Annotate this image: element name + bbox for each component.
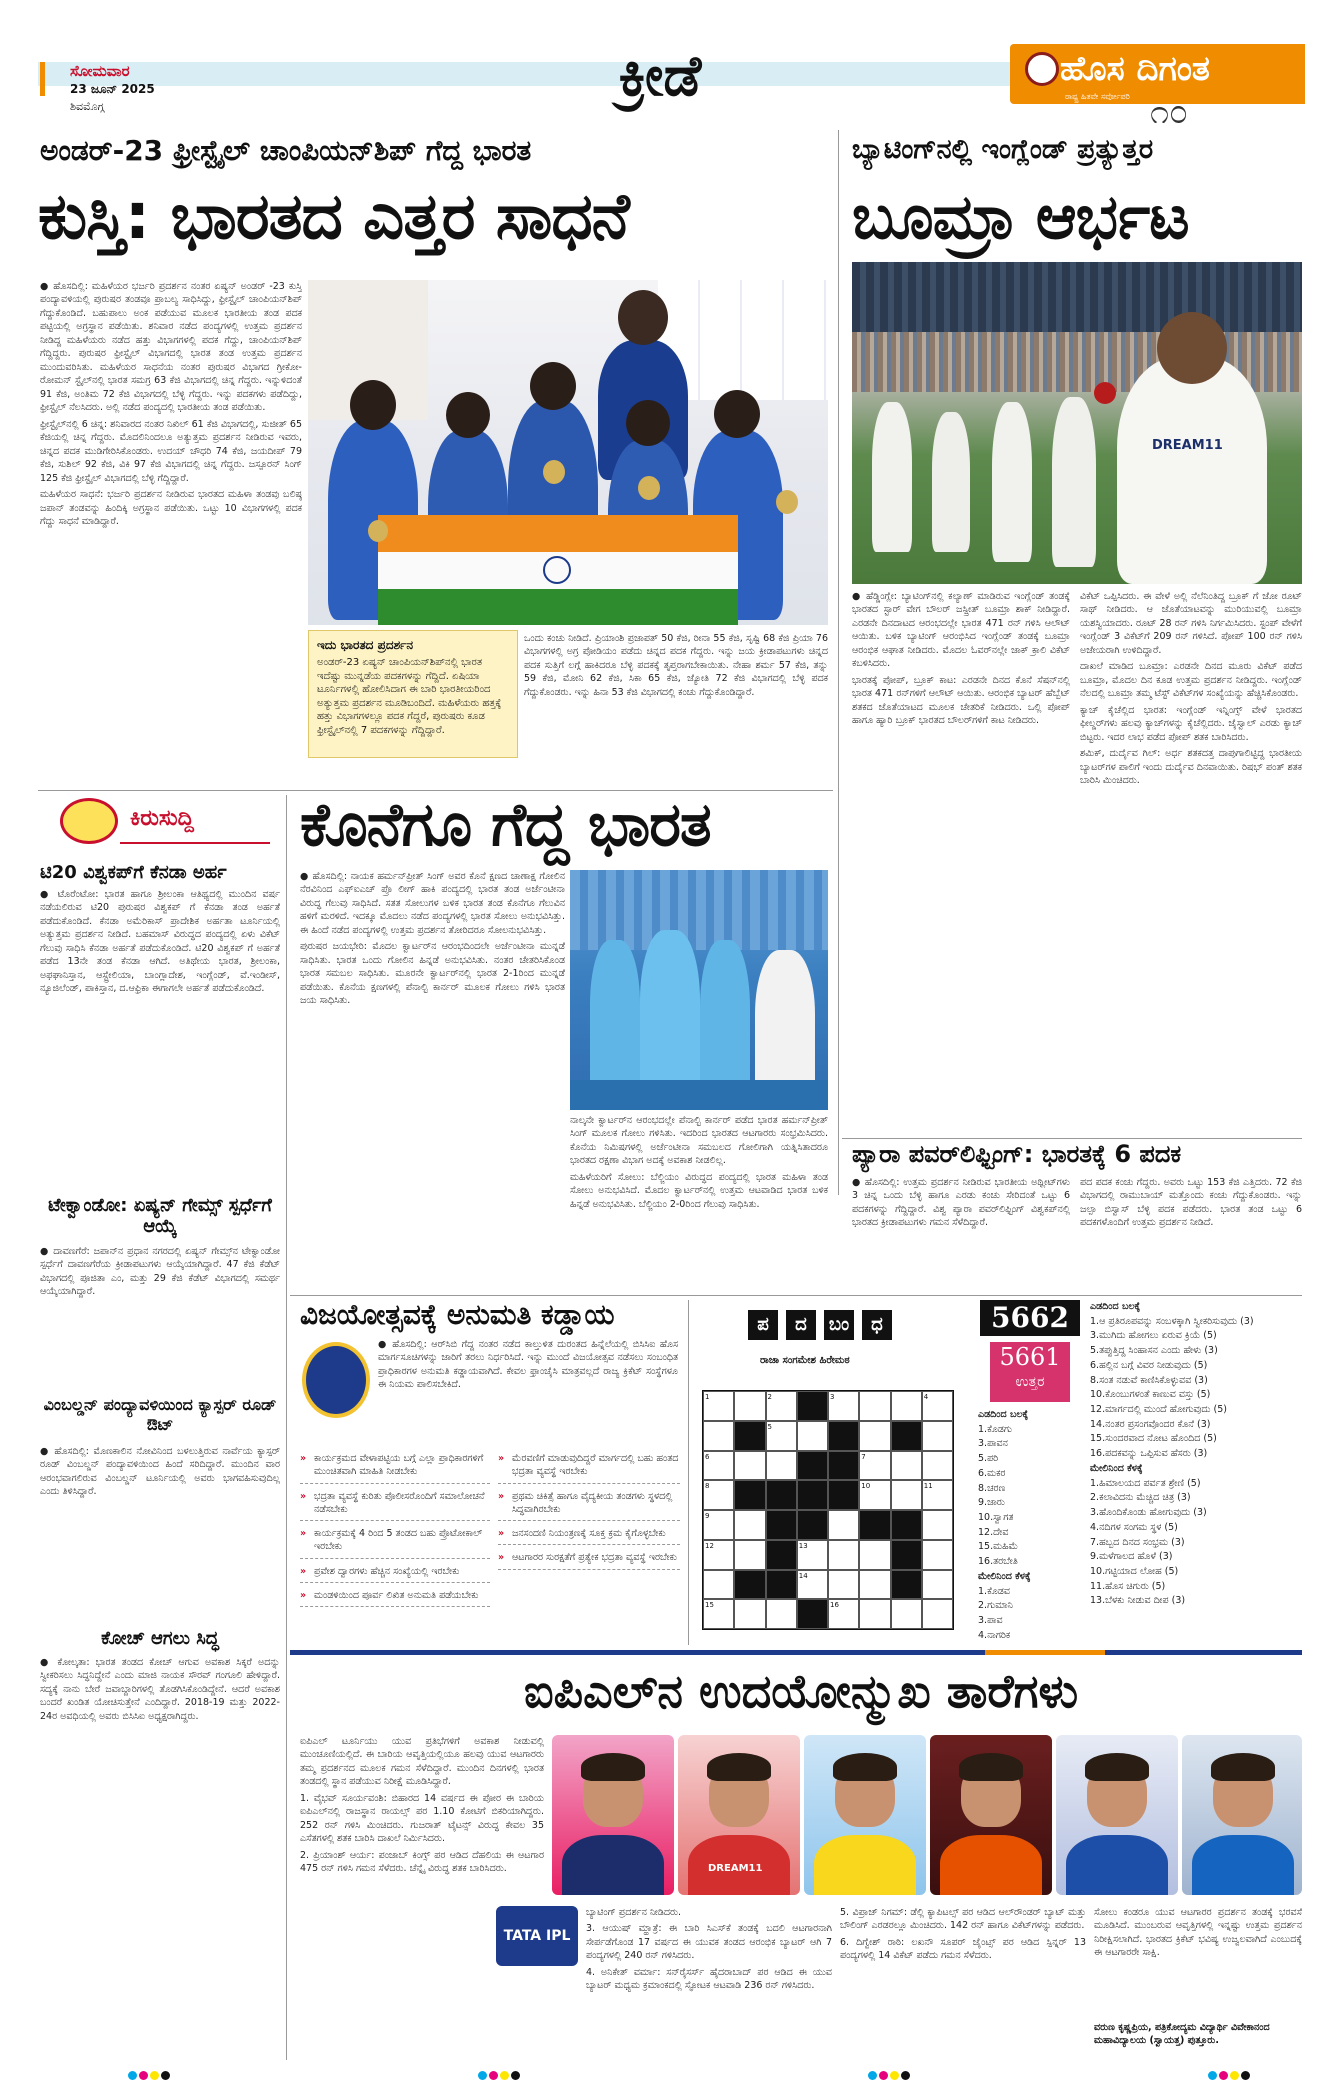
answer-item: 16.ತರಬೇತಿ	[978, 1556, 1018, 1568]
crossword-clues: ಎಡದಿಂದ ಬಲಕ್ಕೆ 1.ಆ ಪ್ರತಿರೂಪವನ್ನು ಸಂಬಳಕ್ಕಾಗಿ ಸ್ವೀಕರಿಸುವುದು (3) 3.ಮುಗಿದು ಹೋಗಲು ಏರುವ ಕ್ರಿಯೆ (5) 5.ತಪ್ಪುತ್ತಿದ್ದ ಸಿಂಹಾಸನ ಎಂದು ಹೇಳು (3) 6.ಹಲ್ಲಿನ ಬಗ್ಗೆ ವಿವರ ನೀಡುವುದು (5) 8.ಸಂತ ನಡುವೆ ಕಾಣಿಸಿಕೊಳ್ಳುವವ (3) 10.ಕೊಂಬುಗಳಂತೆ ಕಾಣುವ ವಸ್ತು (5) 12.ಮಾರ್ಗದಲ್ಲಿ ಮುಂದೆ ಹೋಗುವುದು (5) 14.ನಂತರ ಪ್ರಸಂಗವೊಂದರ ಕೊನೆ (3) 15.ಸುಂದರವಾದ ನೋಟ ಹೊಂದಿದ (5) 16.ಪದಕವನ್ನು ಒಪ್ಪಿಸುವ ಹೆಸರು (3) ಮೇಲಿನಿಂದ ಕೆಳಕ್ಕೆ 1.ಹಿಮಾಲಯದ ಪರ್ವತ ಶ್ರೇಣಿ (5) 2.ಕಲಾವಿದನು ಮೆಚ್ಚಿದ ಚಿತ್ರ (3) 3.ಹೊಂದಿಕೊಂಡು ಹೋಗುವುದು (3) 4.ನದಿಗಳ ಸಂಗಮ ಸ್ಥಳ (5) 7.ಹಬ್ಬದ ದಿನದ ಸಂಭ್ರಮ (3) 9.ಮಳೆಗಾಲದ ಹೊಳೆ (3) 10.ಗಟ್ಟಿಯಾದ ಲೋಹ (5) 11.ಹೊಸ ಚಿಗುರು (5) 13.ಬೆಳಕು ನೀಡುವ ದೀಪ (3)	[1090, 1300, 1305, 1646]
guideline-item: » ಪ್ರವೇಶ ದ್ವಾರಗಳು ಹೆಚ್ಚಿನ ಸಂಖ್ಯೆಯಲ್ಲಿ ಇರಬೇಕು	[300, 1565, 490, 1583]
crossword-cell[interactable]	[734, 1510, 765, 1540]
crossword-cell[interactable]: 9	[703, 1510, 734, 1540]
crossword-cell[interactable]	[891, 1451, 922, 1481]
para-body-col1: ● ಹೊಸದಿಲ್ಲಿ: ಉತ್ತಮ ಪ್ರದರ್ಶನ ನೀಡಿರುವ ಭಾರತೀಯ ಅಥ್ಲೀಟ್‌ಗಳು 3 ಚಿನ್ನ ಒಂದು ಬೆಳ್ಳಿ ಹಾಗೂ ಎರಡು ಕಂಚು ಸೇರಿದಂತೆ ಒಟ್ಟು 6 ಪದಕಗಳನ್ನು ಗೆದ್ದಿದ್ದಾರೆ. ವಿಶ್ವ ಪ್ಯಾರಾ ಪವರ್‌ಲಿಫ್ಟಿಂಗ್ ವಿಶ್ವಕಪ್‌ನಲ್ಲಿ ಭಾರತದ ಕ್ರೀಡಾಪಟುಗಳು ಗಮನ ಸೆಳೆದಿದ್ದಾರೆ.	[852, 1177, 1070, 1229]
cricket-ball-icon	[1094, 382, 1116, 404]
crossword-cell[interactable]	[828, 1510, 859, 1540]
crossword-cell[interactable]	[734, 1451, 765, 1481]
ipl-credit: ವರುಣ ಕೃಷ್ಣಪ್ರಿಯ, ಪತ್ರಿಕೋದ್ಯಮ ವಿದ್ಯಾರ್ಥಿ ವಿವೇಕಾನಂದ ಮಹಾವಿದ್ಯಾಲಯ (ಸ್ವಾಯತ್ತ) ಪುತ್ತೂರು.	[1094, 2022, 1270, 2046]
wrestling-body-col3: ಒಂದು ಕಂಚು ನೀಡಿದೆ. ಪ್ರಿಯಾಂಶಿ ಪ್ರಜಾಪತ್ 50 ಕೆಜಿ, ರೀನಾ 55 ಕೆಜಿ, ಸೃಷ್ಟಿ 68 ಕೆಜಿ ಪ್ರಿಯಾ 76 ವಿಭಾಗಗಳಲ್ಲಿ ಅಗ್ರ ಪೋಡಿಯಂ ಪಡೆದು ಚಿನ್ನದ ಪದಕ ಗೆದ್ದರು. ಇನ್ನು ಜಯ ಕ್ರೀಡಾಪಟುಗಳು ಚಿನ್ನದ ಪದಕ ಸುತ್ತಿಗೆ ಲಗ್ಗೆ ಹಾಕಿದರೂ ಬೆಳ್ಳಿ ಪದಕಕ್ಕೆ ತೃಪ್ತರಾಗಬೇಕಾಯಿತು. ನೇಹಾ ಶರ್ಮ 57 ಕೆಜಿ, ತನ್ನು 59 ಕೆಜಿ, ಮೋನಿ 62 ಕೆಜಿ, ಸಿಕಾ 65 ಕೆಜಿ, ಜ್ಯೋತಿ 72 ಕೆಜಿ ವಿಭಾಗದಲ್ಲಿ ಬೆಳ್ಳಿ ಪದಕ ಗೆದ್ದುಕೊಂಡರು. ಇನ್ನು ಹಿನಾ 53 ಕೆಜಿ ವಿಭಾಗದಲ್ಲಿ ಕಂಚು ಗೆದ್ದುಕೊಂಡಿದ್ದಾರೆ.	[524, 633, 828, 698]
guideline-item: » ಭದ್ರತಾ ವ್ಯವಸ್ಥೆ ಕುರಿತು ಪೊಲೀಸರೊಂದಿಗೆ ಸಮಾಲೋಚನೆ ನಡೆಸಬೇಕು	[300, 1490, 490, 1522]
crossword-cell[interactable]	[859, 1540, 890, 1570]
crossword-cell[interactable]	[859, 1599, 890, 1629]
crossword-cell[interactable]: 15	[703, 1599, 734, 1629]
answer-item: 1.ಕೊಡವ	[978, 1585, 1010, 1597]
crossword-grid[interactable]	[702, 1390, 954, 1630]
crossword-cell[interactable]	[922, 1451, 953, 1481]
para-body-col2: ಪದ ಪದಕ ಕಂಚು ಗೆದ್ದರು. ಅವರು ಒಟ್ಟು 153 ಕೆಜಿ ಎತ್ತಿದರು. 72 ಕೆಜಿ ವಿಭಾಗದಲ್ಲಿ ರಾಮುಬಾಯ್ ಮತ್ತೊಂದು ಕಂಚು ಗೆದ್ದುಕೊಂಡರು. ಇನ್ನು ಜಲ್ಪಾ ಬಿಸ್ವಾಸ್ ಬೆಳ್ಳಿ ಪದಕ ಪಡೆದರು. ಭಾರತ ತಂಡ ಒಟ್ಟು 6 ಪದಕಗಳೊಂದಿಗೆ ಉತ್ತಮ ಪ್ರದರ್ಶನ ನೀಡಿದೆ.	[1080, 1177, 1302, 1229]
answer-down	[978, 1585, 1078, 1644]
answer-number: 5661	[999, 1343, 1061, 1371]
brief-4-title: ಕೋಚ್ ಆಗಲು ಸಿದ್ಧ	[101, 1628, 219, 1649]
registration-marks	[128, 2065, 172, 2084]
ipl-body-col2: ಬ್ಯಾಟಿಂಗ್ ಪ್ರದರ್ಶನ ನೀಡಿದರು. 3. ಆಯುಷ್ ಮ್ಹಾತ್ರೆ: ಈ ಬಾರಿ ಸಿಎಸ್‌ಕೆ ತಂಡಕ್ಕೆ ಬದಲಿ ಆಟಗಾರನಾಗಿ ಸೇರ್ಪಡೆಗೊಂಡ 17 ವರ್ಷದ ಈ ಯುವಕ ತಂಡದ ಆರಂಭಿಕ ಬ್ಯಾಟರ್ ಆಗಿ 7 ಪಂದ್ಯಗಳಲ್ಲಿ 240 ರನ್ ಗಳಿಸಿದರು. 4. ಅನಿಕೇತ್ ವರ್ಮಾ: ಸನ್‌ರೈಸರ್ಸ್ ಹೈದರಾಬಾದ್ ಪರ ಆಡಿದ ಈ ಯುವ ಬ್ಯಾಟರ್ ಮಧ್ಯಮ ಕ್ರಮಾಂಕದಲ್ಲಿ ಸ್ಫೋಟಕ ಆಟವಾಡಿ 236 ರನ್ ಗಳಿಸಿದರು.	[586, 1907, 832, 1992]
crossword-byline: ರಾಜಾ ಸಂಗಮೇಶ ಹಿರೇಮಠ	[760, 1355, 850, 1366]
answer-item: 10.ಸ್ವಾಗತ	[978, 1512, 1014, 1524]
answer-across	[978, 1423, 1078, 1570]
clue-item: 1.ಹಿಮಾಲಯದ ಪರ್ವತ ಶ್ರೇಣಿ (5)	[1090, 1477, 1201, 1489]
crossword-block	[766, 1480, 797, 1510]
guideline-item: » ಮಂಡಳಿಯಿಂದ ಪೂರ್ವ ಲಿಖಿತ ಅನುಮತಿ ಪಡೆಯಬೇಕು	[300, 1589, 490, 1607]
crossword-cell[interactable]: 13	[797, 1540, 828, 1570]
clue-item: 9.ಮಳೆಗಾಲದ ಹೊಳೆ (3)	[1090, 1551, 1173, 1563]
brief-3-title: ವಿಂಬಲ್ಡನ್ ಪಂದ್ಯಾವಳಿಯಿಂದ ಕ್ಯಾಸ್ಪರ್ ರೂಡ್ ಔಟ್	[43, 1395, 277, 1434]
crossword-cell[interactable]: 4	[922, 1391, 953, 1421]
crossword-cell[interactable]	[703, 1421, 734, 1451]
player-photo-vipraj	[1056, 1735, 1178, 1895]
crossword-cell[interactable]	[734, 1599, 765, 1629]
player-photo-vaibhav	[552, 1735, 674, 1895]
answer-item: 3.ಪಾವನ	[978, 1438, 1008, 1450]
registration-marks	[478, 2065, 522, 2084]
clue-item: 12.ಮಾರ್ಗದಲ್ಲಿ ಮುಂದೆ ಹೋಗುವುದು (5)	[1090, 1404, 1227, 1416]
clue-item: 10.ಗಟ್ಟಿಯಾದ ಲೋಹ (5)	[1090, 1565, 1179, 1577]
crossword-block	[734, 1570, 765, 1600]
crossword-cell[interactable]	[859, 1421, 890, 1451]
crossword-block	[766, 1540, 797, 1570]
clues-down	[1090, 1477, 1305, 1609]
crossword-block	[828, 1480, 859, 1510]
india-flag-icon	[378, 515, 738, 625]
middle-divider	[290, 1295, 1302, 1296]
crossword-block	[891, 1510, 922, 1540]
crossword-block	[797, 1480, 828, 1510]
clue-item: 11.ಹೊಸ ಚಿಗುರು (5)	[1090, 1580, 1166, 1592]
crossword-block	[734, 1421, 765, 1451]
kirusuddi-underline	[120, 842, 270, 844]
crossword-block	[797, 1391, 828, 1421]
clue-item: 6.ಹಲ್ಲಿನ ಬಗ್ಗೆ ವಿವರ ನೀಡುವುದು (5)	[1090, 1359, 1208, 1371]
clue-item: 14.ನಂತರ ಪ್ರಸಂಗವೊಂದರ ಕೊನೆ (3)	[1090, 1418, 1211, 1430]
crossword-cell[interactable]	[891, 1391, 922, 1421]
crossword-cell[interactable]	[891, 1480, 922, 1510]
crossword-cell[interactable]: 8	[703, 1480, 734, 1510]
brief-4-text: ● ಕೋಲ್ಕತಾ: ಭಾರತ ತಂಡದ ಕೋಚ್ ಆಗುವ ಅವಕಾಶ ಸಿಕ್ಕರೆ ಅದನ್ನು ಸ್ವೀಕರಿಸಲು ಸಿದ್ಧನಿದ್ದೇನೆ ಎಂದು ಮಾಜಿ ನಾಯಕ ಸೌರವ್ ಗಂಗೂಲಿ ಹೇಳಿದ್ದಾರೆ. ಸದ್ಯಕ್ಕೆ ನಾನು ಬೇರೆ ಜವಾಬ್ದಾರಿಗಳಲ್ಲಿ ತೊಡಗಿಸಿಕೊಂಡಿದ್ದೇನೆ. ಆದರೆ ಅವಕಾಶ ಬಂದರೆ ಖಂಡಿತ ಯೋಚಿಸುತ್ತೇನೆ ಎಂದಿದ್ದಾರೆ. 2018-19 ಮತ್ತು 2022-24ರ ಅವಧಿಯಲ್ಲಿ ಅವರು ಬಿಸಿಸಿಐ ಅಧ್ಯಕ್ಷರಾಗಿದ್ದರು.	[40, 1657, 280, 1722]
wrestling-team-photo	[308, 280, 828, 625]
crossword-title-letter: ಬಂ	[824, 1310, 854, 1340]
crossword-cell[interactable]: 6	[703, 1451, 734, 1481]
ipl-top-rule	[290, 1650, 1302, 1655]
answer-item: 15.ಮಹಿಮೆ	[978, 1541, 1019, 1553]
clue-item: 8.ಸಂತ ನಡುವೆ ಕಾಣಿಸಿಕೊಳ್ಳುವವ (3)	[1090, 1374, 1208, 1386]
crossword-cell[interactable]	[859, 1570, 890, 1600]
crossword-cell[interactable]	[891, 1599, 922, 1629]
crossword-cell[interactable]	[922, 1570, 953, 1600]
brief-3-text: ● ಹೊಸದಿಲ್ಲಿ: ಮೊಣಕಾಲಿನ ನೋವಿನಿಂದ ಬಳಲುತ್ತಿರುವ ನಾರ್ವೆಯ ಕ್ಯಾಸ್ಪರ್ ರೂಡ್ ವಿಂಬಲ್ಡನ್ ಪಂದ್ಯಾವಳಿಯಿಂದ ಹಿಂದೆ ಸರಿದಿದ್ದಾರೆ. ಮುಂದಿನ ವಾರ ಆರಂಭವಾಗಲಿರುವ ವಿಂಬಲ್ಡನ್ ಟೂರ್ನಿಯಲ್ಲಿ ಅವರು ಭಾಗವಹಿಸುವುದಿಲ್ಲ ಎಂದು ತಿಳಿಸಿದ್ದಾರೆ.	[40, 1446, 280, 1498]
issue-date: 23 ಜೂನ್ 2025	[70, 82, 155, 96]
answer-item: 9.ಜಾರು	[978, 1497, 1005, 1509]
crossword-cell[interactable]	[922, 1421, 953, 1451]
hockey-body-col2: ನಾಲ್ಕನೇ ಕ್ವಾರ್ಟರ್‌ನ ಆರಂಭದಲ್ಲೇ ಪೆನಾಲ್ಟಿ ಕಾರ್ನರ್ ಪಡೆದ ಭಾರತ ಹರ್ಮನ್‌ಪ್ರೀತ್ ಸಿಂಗ್ ಮೂಲಕ ಗೋಲು ಗಳಿಸಿತು. ಇದರಿಂದ ಭಾರತದ ಆಟಗಾರರು ಸಂಭ್ರಮಿಸಿದರು. ಕೊನೆಯ ನಿಮಿಷಗಳಲ್ಲಿ ಅರ್ಜೆಂಟೀನಾ ಸಮಬಲದ ಗೋಲಿಗಾಗಿ ಯತ್ನಿಸಿತಾದರೂ ಭಾರತದ ರಕ್ಷಣಾ ವಿಭಾಗ ಅದಕ್ಕೆ ಅವಕಾಶ ನೀಡಲಿಲ್ಲ. ಮಹಿಳೆಯರಿಗೆ ಸೋಲು: ಬೆಲ್ಜಿಯಂ ವಿರುದ್ಧದ ಪಂದ್ಯದಲ್ಲಿ ಭಾರತ ಮಹಿಳಾ ತಂಡ ಸೋಲು ಅನುಭವಿಸಿದೆ. ಮೊದಲ ಕ್ವಾರ್ಟರ್‌ನಲ್ಲಿ ಉತ್ತಮ ಆಟವಾಡಿದ ಭಾರತ ಬಳಿಕ ಹಿನ್ನಡೆ ಅನುಭವಿಸಿತು. ಬೆಲ್ಜಿಯಂ 2-0ರಿಂದ ಗೆಲುವು ಸಾಧಿಸಿತು.	[570, 1115, 828, 1210]
answer-item: 1.ಕೊಡಗು	[978, 1423, 1012, 1435]
jersey-sponsor: DREAM11	[1152, 438, 1223, 453]
vijayotsava-headline: ವಿಜಯೋತ್ಸವಕ್ಕೆ ಅನುಮತಿ ಕಡ್ಡಾಯ	[300, 1298, 615, 1331]
player-photo-priyansh: DREAM11	[678, 1735, 800, 1895]
crossword-block	[797, 1451, 828, 1481]
clue-item: 5.ತಪ್ಪುತ್ತಿದ್ದ ಸಿಂಹಾಸನ ಎಂದು ಹೇಳು (3)	[1090, 1345, 1218, 1357]
crossword-cell[interactable]: 2	[766, 1391, 797, 1421]
clue-item: 16.ಪದಕವನ್ನು ಒಪ್ಪಿಸುವ ಹೆಸರು (3)	[1090, 1448, 1208, 1460]
page-number: ೧೦	[1150, 92, 1189, 132]
crossword-block	[797, 1510, 828, 1540]
crossword-cell[interactable]	[859, 1391, 890, 1421]
answer-item: 5.ಪರಿ	[978, 1453, 999, 1465]
guideline-item: » ಜನಸಂದಣಿ ನಿಯಂತ್ರಣಕ್ಕೆ ಸೂಕ್ತ ಕ್ರಮ ಕೈಗೊಳ್ಳಬೇಕು	[498, 1527, 680, 1545]
crossword-cell[interactable]	[734, 1540, 765, 1570]
clue-item: 10.ಕೊಂಬುಗಳಂತೆ ಕಾಣುವ ವಸ್ತು (5)	[1090, 1389, 1211, 1401]
clues-across	[1090, 1315, 1305, 1462]
answer-item: 2.ಗುಮಾನಿ	[978, 1600, 1013, 1612]
hockey-headline: ಕೊನೆಗೂ ಗೆದ್ದ ಭಾರತ	[300, 790, 711, 860]
previous-answer-badge	[990, 1342, 1070, 1402]
clue-item: 2.ಕಲಾವಿದನು ಮೆಚ್ಚಿದ ಚಿತ್ರ (3)	[1090, 1492, 1191, 1504]
ipl-body-col3: 5. ವಿಪ್ರಾಜ್ ನಿಗಮ್: ಡೆಲ್ಲಿ ಕ್ಯಾಪಿಟಲ್ಸ್ ಪರ ಆಡಿದ ಆಲ್‌ರೌಂಡರ್ ಬ್ಯಾಟ್ ಮತ್ತು ಬೌಲಿಂಗ್ ಎರಡರಲ್ಲೂ ಮಿಂಚಿದರು. 142 ರನ್ ಹಾಗೂ ವಿಕೆಟ್‌ಗಳನ್ನು ಪಡೆದರು. 6. ದಿಗ್ವೇಶ್ ರಾಠಿ: ಲಖನೌ ಸೂಪರ್ ಜೈಂಟ್ಸ್ ಪರ ಆಡಿದ ಸ್ಪಿನ್ನರ್ 13 ಪಂದ್ಯಗಳಲ್ಲಿ 14 ವಿಕೆಟ್ ಪಡೆದು ಗಮನ ಸೆಳೆದರು.	[840, 1907, 1086, 1962]
crossword-cell[interactable]	[922, 1599, 953, 1629]
player-photo-digvesh	[1182, 1735, 1302, 1895]
registration-marks	[868, 2065, 912, 2084]
wrestling-kicker: ಅಂಡರ್-23 ಫ್ರೀಸ್ಟೈಲ್ ಚಾಂಪಿಯನ್‌ಶಿಪ್ ಗೆದ್ದ ಭಾರತ	[40, 134, 532, 167]
crossword-divider	[688, 1300, 689, 1645]
crossword-block	[891, 1421, 922, 1451]
crossword-cell[interactable]	[922, 1510, 953, 1540]
clue-item: 4.ನದಿಗಳ ಸಂಗಮ ಸ್ಥಳ (5)	[1090, 1521, 1178, 1533]
kirusuddi-label: ಕಿರುಸುದ್ದಿ	[130, 806, 194, 831]
brief-1-title: ಟಿ20 ವಿಶ್ವಕಪ್‌ಗೆ ಕೆನಡಾ ಅರ್ಹ	[40, 862, 227, 883]
ipl-body-col1: ಐಪಿಎಲ್ ಟೂರ್ನಿಯು ಯುವ ಪ್ರತಿಭೆಗಳಿಗೆ ಅವಕಾಶ ನೀಡುವಲ್ಲಿ ಮುಂಚೂಣಿಯಲ್ಲಿದೆ. ಈ ಬಾರಿಯ ಆವೃತ್ತಿಯಲ್ಲಿಯೂ ಹಲವು ಯುವ ಆಟಗಾರರು ತಮ್ಮ ಪ್ರದರ್ಶನದ ಮೂಲಕ ಗಮನ ಸೆಳೆದಿದ್ದಾರೆ. ಮುಂದಿನ ದಿನಗಳಲ್ಲಿ ಭಾರತ ತಂಡದಲ್ಲಿ ಸ್ಥಾನ ಪಡೆಯುವ ನಿರೀಕ್ಷೆ ಮೂಡಿಸಿದ್ದಾರೆ. 1. ವೈಭವ್ ಸೂರ್ಯವಂಶಿ: ಬಿಹಾರದ 14 ವರ್ಷದ ಈ ಪೋರ ಈ ಬಾರಿಯ ಐಪಿಎಲ್‌ನಲ್ಲಿ ರಾಜಸ್ಥಾನ ರಾಯಲ್ಸ್ ಪರ 1.10 ಕೋಟಿಗೆ ಬಿಕರಿಯಾಗಿದ್ದರು. 252 ರನ್ ಗಳಿಸಿ ಮಿಂಚಿದರು. ಗುಜರಾತ್ ಟೈಟನ್ಸ್ ವಿರುದ್ಧ ಕೇವಲ 35 ಎಸೆತಗಳಲ್ಲಿ ಶತಕ ಬಾರಿಸಿ ದಾಖಲೆ ನಿರ್ಮಿಸಿದರು. 2. ಪ್ರಿಯಾಂಶ್ ಆರ್ಯ: ಪಂಜಾಬ್ ಕಿಂಗ್ಸ್ ಪರ ಆಡಿದ ದೆಹಲಿಯ ಈ ಆಟಗಾರ 475 ರನ್ ಗಳಿಸಿ ಗಮನ ಸೆಳೆದರು. ಚೆನ್ನೈ ವಿರುದ್ಧ ಶತಕ ಬಾರಿಸಿದರು.	[300, 1736, 544, 1875]
brief-2-text: ● ದಾವಣಗೆರೆ: ಜಪಾನ್‌ನ ಪ್ರಧಾನ ನಗರದಲ್ಲಿ ಏಷ್ಯನ್ ಗೇಮ್ಸ್‌ನ ಟೇಕ್ವಾಂಡೋ ಸ್ಪರ್ಧೆಗೆ ದಾವಣಗೆರೆಯ ಕ್ರೀಡಾಪಟುಗಳು ಆಯ್ಕೆಯಾಗಿದ್ದಾರೆ. 47 ಕೆಜಿ ಕೆಡೆಟ್ ವಿಭಾಗದಲ್ಲಿ ಪೂಜಿತಾ ಎಂ, ಮತ್ತು 29 ಕೆಜಿ ಕೆಡೆಟ್ ವಿಭಾಗದಲ್ಲಿ ಸಮರ್ಥ ಆಯ್ಕೆಯಾಗಿದ್ದಾರೆ.	[40, 1246, 280, 1298]
crossword-block	[766, 1510, 797, 1540]
brand-logo-banner: ಹೊಸ ದಿಗಂತ	[1010, 44, 1305, 104]
crossword-cell[interactable]	[703, 1570, 734, 1600]
crossword-title-letter: ಧ	[862, 1310, 892, 1340]
answer-list: ಎಡದಿಂದ ಬಲಕ್ಕೆ 1.ಕೊಡಗು 3.ಪಾವನ 5.ಪರಿ 6.ಮಕರ 8.ಚರಣ 9.ಜಾರು 10.ಸ್ವಾಗತ 12.ದೇವ 15.ಮಹಿಮೆ 16.ತರಬೇತಿ ಮೇಲಿನಿಂದ ಕೆಳಕ್ಕೆ 1.ಕೊಡವ 2.ಗುಮಾನಿ 3.ಪಾವ 4.ನಾಗರಿಕ	[978, 1408, 1078, 1644]
issue-day: ಸೋಮವಾರ	[70, 62, 130, 80]
cricket-body-col2: ವಿಕೆಟ್ ಒಪ್ಪಿಸಿದರು. ಈ ವೇಳೆ ಅಲ್ಲಿ ನೆಲೆನಿಂತಿದ್ದ ಬ್ರೂಕ್ ಗೆ ಜೋ ರೂಟ್ ಸಾಥ್ ನೀಡಿದರು. ಆ ಜೊತೆಯಾಟವನ್ನು ಮುರಿಯುವಲ್ಲಿ ಬೂಮ್ರಾ ಯಶಸ್ವಿಯಾದರು. ರೂಟ್ 28 ರನ್ ಗಳಿಸಿ ನಿರ್ಗಮಿಸಿದರು. ಸ್ಟಂಪ್ ವೇಳೆಗೆ ಇಂಗ್ಲೆಂಡ್ 3 ವಿಕೆಟ್‌ಗೆ 209 ರನ್ ಗಳಿಸಿದೆ. ಪೋಪ್ 100 ರನ್ ಗಳಿಸಿ ಅಜೇಯರಾಗಿ ಉಳಿದಿದ್ದಾರೆ. ದಾಖಲೆ ಮಾಡಿದ ಬೂಮ್ರಾ: ಎರಡನೇ ದಿನದ ಮೂರು ವಿಕೆಟ್ ಪಡೆದ ಬೂಮ್ರಾ, ಮೊದಲ ದಿನ ಕೂಡ ಉತ್ತಮ ಪ್ರದರ್ಶನ ನೀಡಿದ್ದರು. ಇಂಗ್ಲೆಂಡ್ ನೆಲದಲ್ಲಿ ಬೂಮ್ರಾ ತಮ್ಮ ಟೆಸ್ಟ್ ವಿಕೆಟ್‌ಗಳ ಸಂಖ್ಯೆಯನ್ನು ಹೆಚ್ಚಿಸಿಕೊಂಡರು. ಕ್ಯಾಚ್ ಕೈಚೆಲ್ಲಿದ ಭಾರತ: ಇಂಗ್ಲೆಂಡ್ ಇನ್ನಿಂಗ್ಸ್ ವೇಳೆ ಭಾರತದ ಫೀಲ್ಡರ್‌ಗಳು ಹಲವು ಕ್ಯಾಚ್‌ಗಳನ್ನು ಕೈಚೆಲ್ಲಿದರು. ಜೈಸ್ವಾಲ್ ಎರಡು ಕ್ಯಾಚ್ ಬಿಟ್ಟರು. ಇದರ ಲಾಭ ಪಡೆದ ಪೋಪ್ ಶತಕ ಬಾರಿಸಿದರು. ಶಮಿಕ್, ದುರ್ದೈವ ಗಿಲ್: ಅರ್ಧ ಶತಕದತ್ತ ದಾಪುಗಾಲಿಟ್ಟಿದ್ದ ಭಾರತೀಯ ಬ್ಯಾಟರ್‌ಗಳ ಪಾಲಿಗೆ ಇಂದು ದುರ್ದೈವ ದಿನವಾಯಿತು. ರಿಷಭ್ ಪಂತ್ ಶತಕ ಬಾರಿಸಿ ಮಿಂಚಿದರು.	[1080, 591, 1302, 787]
ipl-headline: ಐಪಿಎಲ್‌ನ ಉದಯೋನ್ಮುಖ ತಾರೆಗಳು	[523, 1664, 1079, 1718]
crossword-cell[interactable]	[797, 1421, 828, 1451]
answer-label: ಉತ್ತರ	[1015, 1374, 1045, 1390]
guideline-item: » ಪ್ರಥಮ ಚಿಕಿತ್ಸೆ ಹಾಗೂ ವೈದ್ಯಕೀಯ ತಂಡಗಳು ಸ್ಥಳದಲ್ಲಿ ಸಿದ್ಧವಾಗಿರಬೇಕು	[498, 1490, 680, 1522]
date-marker	[40, 62, 45, 96]
hockey-celebration-photo	[570, 870, 828, 1110]
bcci-logo-icon	[302, 1342, 370, 1418]
kirusuddi-hand-icon	[60, 798, 118, 844]
brand-tagline: ರಾಷ್ಟ್ರ ಹಿತವೇ ಸರ್ವೋಪರಿ	[1065, 92, 1130, 101]
crossword-cell[interactable]	[828, 1540, 859, 1570]
crossword-block	[828, 1451, 859, 1481]
answer-item	[978, 1644, 1078, 1645]
registration-marks	[1208, 2065, 1252, 2084]
crossword-cell[interactable]: 16	[828, 1599, 859, 1629]
guideline-item: » ಕಾರ್ಯಕ್ರಮಕ್ಕೆ 4 ರಿಂದ 5 ತಂಡದ ಬಹು ಪ್ರೊಟೋಕಾಲ್ ಇರಬೇಕು	[300, 1527, 490, 1559]
crossword-number: 5662	[980, 1300, 1080, 1336]
player-photo-ayush	[804, 1735, 926, 1895]
tata-ipl-logo: TATA IPL	[496, 1906, 578, 1966]
clue-item: 3.ಮುಗಿದು ಹೋಗಲು ಏರುವ ಕ್ರಿಯೆ (5)	[1090, 1330, 1217, 1342]
crossword-cell[interactable]	[828, 1570, 859, 1600]
crossword-cell[interactable]	[766, 1599, 797, 1629]
section-title: ಕ್ರೀಡೆ	[618, 44, 702, 109]
crossword-cell[interactable]: 5	[766, 1421, 797, 1451]
para-divider	[842, 1138, 1302, 1139]
clue-item: 1.ಆ ಪ್ರತಿರೂಪವನ್ನು ಸಂಬಳಕ್ಕಾಗಿ ಸ್ವೀಕರಿಸುವುದು (3)	[1090, 1315, 1254, 1327]
ipl-accent-rule	[985, 1650, 1105, 1655]
answer-item: 6.ಮಕರ	[978, 1467, 1006, 1479]
crossword-cell[interactable]	[766, 1451, 797, 1481]
vijayotsava-body: ● ಹೊಸದಿಲ್ಲಿ: ಆರ್‌ಸಿಬಿ ಗೆದ್ದ ನಂತರ ನಡೆದ ಕಾಲ್ತುಳಿತ ದುರಂತದ ಹಿನ್ನೆಲೆಯಲ್ಲಿ ಬಿಸಿಸಿಐ ಹೊಸ ಮಾರ್ಗಸೂಚಿಗಳನ್ನು ಜಾರಿಗೆ ತರಲು ನಿರ್ಧರಿಸಿದೆ. ಇನ್ನು ಮುಂದೆ ವಿಜಯೋತ್ಸವ ನಡೆಸಲು ಸಂಬಂಧಿತ ಪ್ರಾಧಿಕಾರಗಳ ಅನುಮತಿ ಕಡ್ಡಾಯವಾಗಿದೆ. ಕೇವಲ ಫ್ರಾಂಚೈಸಿ ಮಾತ್ರವಲ್ಲದೆ ರಾಜ್ಯ ಕ್ರಿಕೆಟ್ ಸಂಸ್ಥೆಗಳೂ ಈ ನಿಯಮ ಪಾಲಿಸಬೇಕಿದೆ.	[378, 1339, 678, 1391]
guideline-item: » ಮೆರವಣಿಗೆ ಮಾಡುವುದಿದ್ದರೆ ಮಾರ್ಗದಲ್ಲಿ ಬಹು ಹಂತದ ಭದ್ರತಾ ವ್ಯವಸ್ಥೆ ಇರಬೇಕು	[498, 1452, 680, 1484]
crossword-block	[859, 1510, 890, 1540]
para-headline: ಪ್ಯಾರಾ ಪವರ್‌ಲಿಫ್ಟಿಂಗ್: ಭಾರತಕ್ಕೆ 6 ಪದಕ	[852, 1140, 1182, 1168]
crossword-cell[interactable]: 7	[859, 1451, 890, 1481]
crossword-block	[734, 1480, 765, 1510]
clue-item: 7.ಹಬ್ಬದ ದಿನದ ಸಂಭ್ರಮ (3)	[1090, 1536, 1185, 1548]
answer-item: 4.ನಾಗರಿಕ	[978, 1629, 1011, 1641]
brand-emblem-icon	[1025, 52, 1059, 86]
clue-item: 13.ಬೆಳಕು ನೀಡುವ ದೀಪ (3)	[1090, 1595, 1186, 1607]
crossword-cell[interactable]: 10	[859, 1480, 890, 1510]
cricket-kicker: ಬ್ಯಾಟಿಂಗ್‌ನಲ್ಲಿ ಇಂಗ್ಲೆಂಡ್ ಪ್ರತ್ಯುತ್ತರ	[852, 134, 1154, 165]
crossword-title-letter: ಪ	[748, 1310, 778, 1340]
crossword-cell[interactable]: 14	[797, 1570, 828, 1600]
caption-title: ಇದು ಭಾರತದ ಪ್ರದರ್ಶನ	[317, 638, 414, 652]
clue-item: 15.ಸುಂದರವಾದ ನೋಟ ಹೊಂದಿದ (5)	[1090, 1433, 1217, 1445]
cricket-headline: ಬೂಮ್ರಾ ಆರ್ಭಟ	[852, 180, 1189, 253]
guideline-item: » ಕಾರ್ಯಕ್ರಮದ ವೇಳಾಪಟ್ಟಿಯ ಬಗ್ಗೆ ಎಲ್ಲಾ ಪ್ರಾಧಿಕಾರಗಳಿಗೆ ಮುಂಚಿತವಾಗಿ ಮಾಹಿತಿ ನೀಡಬೇಕು	[300, 1452, 490, 1484]
guidelines-right-list	[498, 1452, 680, 1576]
answer-item: 8.ಚರಣ	[978, 1482, 1006, 1494]
wrestling-caption-box	[308, 630, 518, 758]
bumrah-celebration-photo	[852, 262, 1302, 584]
crossword-block	[797, 1599, 828, 1629]
brief-1-text: ● ಟೊರೆಂಟೋ: ಭಾರತ ಹಾಗೂ ಶ್ರೀಲಂಕಾ ಆತಿಥ್ಯದಲ್ಲಿ ಮುಂದಿನ ವರ್ಷ ನಡೆಯಲಿರುವ ಟಿ20 ಪುರುಷರ ವಿಶ್ವಕಪ್ ಗೆ ಕೆನಡಾ ತಂಡ ಅರ್ಹತೆ ಪಡೆದುಕೊಂಡಿದೆ. ಕೆನಡಾ ಅಮೆರಿಕಾಸ್ ಪ್ರಾದೇಶಿಕ ಅರ್ಹತಾ ಟೂರ್ನಿಯಲ್ಲಿ ಅತ್ಯುತ್ತಮ ಪ್ರದರ್ಶನ ನೀಡಿದೆ. ಬಹಮಾಸ್ ವಿರುದ್ಧದ ಪಂದ್ಯದಲ್ಲಿ ಏಳು ವಿಕೆಟ್ ಗೆಲುವು ಸಾಧಿಸಿ ಕೆನಡಾ ಅರ್ಹತೆ ಪಡೆದುಕೊಂಡಿದೆ. ಟಿ20 ವಿಶ್ವಕಪ್ ಗೆ ಅರ್ಹತೆ ಪಡೆದ 13ನೇ ತಂಡ ಕೆನಡಾ ಆಗಿದೆ. ಅತಿಥೇಯ ಭಾರತ, ಶ್ರೀಲಂಕಾ, ಅಫಘಾನಿಸ್ತಾನ, ಆಸ್ಟ್ರೇಲಿಯಾ, ಬಾಂಗ್ಲಾದೇಶ, ಇಂಗ್ಲೆಂಡ್, ವೆ.ಇಂಡೀಸ್, ನ್ಯೂಜಿಲೆಂಡ್, ಪಾಕಿಸ್ತಾನ, ದ.ಆಫ್ರಿಕಾ ಈಗಾಗಲೇ ಅರ್ಹತೆ ಪಡೆದುಕೊಂಡಿದೆ.	[40, 889, 280, 995]
crossword-block	[828, 1421, 859, 1451]
crossword-block	[766, 1570, 797, 1600]
hockey-body-col1: ● ಹೊಸದಿಲ್ಲಿ: ನಾಯಕ ಹರ್ಮನ್‌ಪ್ರೀತ್ ಸಿಂಗ್ ಅವರ ಕೊನೆ ಕ್ಷಣದ ಚಾಣಾಕ್ಷ ಗೋಲಿನ ನೆರವಿನಿಂದ ಎಫ್‌ಐಎಚ್ ಪ್ರೊ ಲೀಗ್ ಹಾಕಿ ಪಂದ್ಯದಲ್ಲಿ ಭಾರತ ತಂಡ ಅರ್ಜೆಂಟೀನಾ ವಿರುದ್ಧ ಗೆಲುವು ಸಾಧಿಸಿದೆ. ಸತತ ಸೋಲುಗಳ ಬಳಿಕ ಭಾರತ ತಂಡ ಕೊನೆಗೂ ಗೆಲುವಿನ ಹಳಿಗೆ ಮರಳಿದೆ. ಇದಕ್ಕೂ ಮೊದಲು ನಡೆದ ಪಂದ್ಯಗಳಲ್ಲಿ ಭಾರತ ಸೋಲು ಅನುಭವಿಸಿತ್ತು. ಈ ಹಿಂದೆ ನಡೆದ ಪಂದ್ಯಗಳಲ್ಲಿ ಉತ್ತಮ ಪ್ರದರ್ಶನ ತೋರಿದರೂ ಸೋಲನುಭವಿಸಿತ್ತು. ಪುರುಷರ ಜಯಭೇರಿ: ಮೊದಲ ಕ್ವಾರ್ಟರ್‌ನ ಆರಂಭದಿಂದಲೇ ಅರ್ಜೆಂಟೀನಾ ಮುನ್ನಡೆ ಸಾಧಿಸಿತು. ಭಾರತ ಒಂದು ಗೋಲಿನ ಹಿನ್ನಡೆ ಅನುಭವಿಸಿತು. ನಂತರ ಚೇತರಿಸಿಕೊಂಡ ಭಾರತ ಸಮಬಲ ಸಾಧಿಸಿತು. ಮೂರನೇ ಕ್ವಾರ್ಟರ್‌ನಲ್ಲಿ ಭಾರತ 2-1ರಿಂದ ಮುನ್ನಡೆ ಪಡೆಯಿತು. ಕೊನೆಯ ಕ್ಷಣಗಳಲ್ಲಿ ಪೆನಾಲ್ಟಿ ಕಾರ್ನರ್ ಮೂಲಕ ಗೋಲು ಗಳಿಸಿ ಭಾರತ ಜಯ ಸಾಧಿಸಿತು.	[300, 871, 565, 1007]
brief-2-title: ಟೇಕ್ವಾಂಡೋ: ಏಷ್ಯನ್ ಗೇಮ್ಸ್ ಸ್ಪರ್ಧೆಗೆ ಆಯ್ಕೆ	[48, 1195, 272, 1237]
wrestling-headline: ಕುಸ್ತಿ: ಭಾರತದ ಎತ್ತರ ಸಾಧನೆ	[38, 180, 629, 254]
guideline-item: » ಆಟಗಾರರ ಸುರಕ್ಷತೆಗೆ ಪ್ರತ್ಯೇಕ ಭದ್ರತಾ ವ್ಯವಸ್ಥೆ ಇರಬೇಕು	[498, 1551, 680, 1569]
crossword-cell[interactable]	[734, 1391, 765, 1421]
crossword-title-letter: ದ	[786, 1310, 816, 1340]
player-photo-aniket	[930, 1735, 1052, 1895]
guidelines-left-list	[300, 1452, 490, 1613]
brief-column-divider	[286, 795, 287, 2060]
answer-item: 12.ದೇವ	[978, 1526, 1009, 1538]
crossword-cell[interactable]: 11	[922, 1480, 953, 1510]
edition-city: ಶಿವಮೊಗ್ಗ	[70, 100, 105, 113]
answer-item: 3.ಪಾವ	[978, 1615, 1003, 1627]
crossword-cell[interactable]	[922, 1540, 953, 1570]
clue-item: 3.ಹೊಂದಿಕೊಂಡು ಹೋಗುವುದು (3)	[1090, 1507, 1207, 1519]
wrestling-body-col1: ● ಹೊಸದಿಲ್ಲಿ: ಮಹಿಳೆಯರ ಭರ್ಜರಿ ಪ್ರದರ್ಶನ ನಂತರ ಏಷ್ಯನ್ ಅಂಡರ್ -23 ಕುಸ್ತಿ ಪಂದ್ಯಾವಳಿಯಲ್ಲಿ ಪುರುಷರ ತಂಡವೂ ಪ್ರಾಬಲ್ಯ ಸಾಧಿಸಿದ್ದು, ಫ್ರೀಸ್ಟೈಲ್ ಚಾಂಪಿಯನ್‌ಶಿಪ್ ಗೆದ್ದುಕೊಂಡಿದೆ. ಬಹುಪಾಲು ಅಂಕ ಪಡೆಯುವ ಮೂಲಕ ಭಾರತೀಯ ತಂಡ ಪದಕ ಪಟ್ಟಿಯಲ್ಲಿ ಅಗ್ರಸ್ಥಾನ ಪಡೆಯಿತು. ಶನಿವಾರ ನಡೆದ ಪಂದ್ಯಗಳಲ್ಲಿ ಉತ್ತಮ ಪ್ರದರ್ಶನ ನೀಡಿದ್ದ ಮಹಿಳೆಯರು ನಡೆದ ಹತ್ತು ವಿಭಾಗಗಳಲ್ಲಿ ಪದಕ ಗೆದ್ದು, ಚಾಂಪಿಯನ್‌ಶಿಪ್ ಗೆದ್ದಿದ್ದರು. ಪುರುಷರ ಫ್ರೀಸ್ಟೈಲ್ ವಿಭಾಗದಲ್ಲಿ ಭಾರತ ತಂಡ ಉತ್ತಮ ಪ್ರದರ್ಶನ ಮುಂದುವರಿಸಿತು. ಮಹಿಳೆಯರ ಸಾಧನೆಯ ನಂತರ ಪುರುಷರ ವಿಭಾಗದ ಗ್ರೀಕೋ-ರೋಮನ್ ಸ್ಟೈಲ್‌ನಲ್ಲಿ ಭಾರತ ಸಮಗ್ರ 63 ಕೆಜಿ ವಿಭಾಗದಲ್ಲಿ ಚಿನ್ನ ಗೆದ್ದರು. ಇನ್ನುಳಿದಂತೆ 91 ಕೆಜಿ, ಅಂತಿಮ 72 ಕೆಜಿ ವಿಭಾಗದಲ್ಲಿ ಬೆಳ್ಳಿ ಗೆದ್ದರು. ಇನ್ನು ಪದಕಗಳು ಪಡೆದಿದ್ದು, ಫ್ರೀಸ್ಟೈಲ್ ನೆಲಸಿದರು. ಅಲ್ಲಿ ನಡೆದ ಪಂದ್ಯದಲ್ಲಿ ಭಾರತೀಯ ತಂಡ ಪಡೆಯಿತು. ಫ್ರೀಸ್ಟೈಲ್‌ನಲ್ಲಿ 6 ಚಿನ್ನ: ಶನಿವಾರದ ನಂತರ ನಿಖಿಲ್ 61 ಕೆಜಿ ವಿಭಾಗದಲ್ಲಿ, ಸುಜೀತ್ 65 ಕೆಜಿಯಲ್ಲಿ ಚಿನ್ನ ಗೆದ್ದರು. ಮೊದಲಿನಿಂದಲೂ ಅತ್ಯುತ್ತಮ ಪ್ರದರ್ಶನ ನೀಡಿರುವ ಇವರು, ಚಿನ್ನದ ಪದಕ ಮುಡಿಗೇರಿಸಿಕೊಂಡರು. ಉದಯ್ ಚೌಧರಿ 74 ಕೆಜಿ, ಜಯದೀಪ್ 79 ಕೆಜಿ, ಸುಶಿಲ್ 92 ಕೆಜಿ, ವಿಕಿ 97 ಕೆಜಿ ವಿಭಾಗದಲ್ಲಿ ಚಿನ್ನ ಗೆದ್ದರು. ಜಸ್ಪೂರನ್ ಸಿಂಗ್ 125 ಕೆಜಿ ಫ್ರೀಸ್ಟೈಲ್ ವಿಭಾಗದಲ್ಲಿ ಬೆಳ್ಳಿ ಗೆದ್ದಿದ್ದಾರೆ. ಮಹಿಳೆಯರ ಸಾಧನೆ: ಭರ್ಜರಿ ಪ್ರದರ್ಶನ ನೀಡಿರುವ ಭಾರತದ ಮಹಿಳಾ ತಂಡವು ಬಲಿಷ್ಠ ಜಪಾನ್ ತಂಡವನ್ನು ಹಿಂದಿಕ್ಕಿ ಅಗ್ರಸ್ಥಾನ ಪಡೆಯಿತು. ಒಟ್ಟು 10 ವಿಭಾಗಗಳಲ್ಲಿ ಪದಕ ಗೆದ್ದು ಸಾಧನೆ ಮಾಡಿದ್ದಾರೆ.	[40, 281, 302, 528]
crossword-cell[interactable]: 3	[828, 1391, 859, 1421]
crossword-cell[interactable]: 1	[703, 1391, 734, 1421]
cricket-body-col1: ● ಹೆಡ್ಡಿಂಗ್ಲೇ: ಬ್ಯಾಟಿಂಗ್‌ನಲ್ಲಿ ಕಲ್ಯಾಣ್ ಮಾಡಿರುವ ಇಂಗ್ಲೆಂಡ್ ತಂಡಕ್ಕೆ ಭಾರತದ ಸ್ಟಾರ್ ವೇಗ ಬೌಲರ್ ಜಸ್ಪ್ರೀತ್ ಬೂಮ್ರಾ ಶಾಕ್ ನೀಡಿದ್ದಾರೆ. ಎರಡನೇ ದಿನದಾಟದ ಆರಂಭದಲ್ಲೇ ಭಾರತ 471 ರನ್ ಗಳಿಸಿ ಆಲೌಟ್ ಆಯಿತು. ಬಳಿಕ ಬ್ಯಾಟಿಂಗ್ ಆರಂಭಿಸಿದ ಇಂಗ್ಲೆಂಡ್ ತಂಡಕ್ಕೆ ಬೂಮ್ರಾ ಆರಂಭಿಕ ಆಘಾತ ನೀಡಿದರು. ಮೊದಲ ಓವರ್‌ನಲ್ಲೇ ಜಾಕ್ ಕ್ರಾಲಿ ವಿಕೆಟ್ ಕಬಳಿಸಿದರು. ಭಾರತಕ್ಕೆ ಪೋಪ್, ಬ್ರೂಕ್ ಕಾಟ: ಎರಡನೇ ದಿನದ ಕೊನೆ ಸೆಷನ್‌ನಲ್ಲಿ ಭಾರತ 471 ರನ್‌ಗಳಿಗೆ ಆಲೌಟ್ ಆಯಿತು. ಆರಂಭಿಕ ಬ್ಯಾಟರ್ ಹೆಬ್ಬೆಟ್ ಶತಕದ ಜೊತೆಯಾಟದ ಮೂಲಕ ಚೇತರಿಕೆ ನೀಡಿದರು. ಒಲ್ಲಿ ಪೋಪ್ ಹಾಗೂ ಹ್ಯಾರಿ ಬ್ರೂಕ್ ಭಾರತದ ಬೌಲರ್‌ಗಳಿಗೆ ಕಾಟ ನೀಡಿದರು.	[852, 591, 1070, 727]
crossword-block	[891, 1570, 922, 1600]
crossword-block	[891, 1540, 922, 1570]
caption-text: ಅಂಡರ್-23 ಏಷ್ಯನ್ ಚಾಂಪಿಯನ್‌ಶಿಪ್‌ನಲ್ಲಿ ಭಾರತ ಇದೆಷ್ಟು ಮುನ್ನಡೆಯ ಪದಕಗಳನ್ನು ಗೆದ್ದಿದೆ. ಏಷಿಯಾ ಟೂರ್ನಿಗಳಲ್ಲಿ ಹೋಲಿಸಿದಾಗ ಈ ಬಾರಿ ಭಾರತೀಯರಿಂದ ಅತ್ಯುತ್ತಮ ಪ್ರದರ್ಶನ ಮೂಡಿಬಂದಿದೆ. ಮಹಿಳೆಯರು ಹತ್ತಕ್ಕೆ ಹತ್ತು ವಿಭಾಗಗಳಲ್ಲೂ ಪದಕ ಗೆದ್ದರೆ, ಪುರುಷರು ಕೂಡ ಫ್ರೀಸ್ಟೈಲ್‌ನಲ್ಲಿ 7 ಪದಕಗಳನ್ನು ಗೆದ್ದಿದ್ದಾರೆ.	[317, 657, 502, 736]
crossword-cell[interactable]: 12	[703, 1540, 734, 1570]
ipl-body-col4: ಸೋಲು ಕಂಡರೂ ಯುವ ಆಟಗಾರರ ಪ್ರದರ್ಶನ ತಂಡಕ್ಕೆ ಭರವಸೆ ಮೂಡಿಸಿದೆ. ಮುಂಬರುವ ಆವೃತ್ತಿಗಳಲ್ಲಿ ಇನ್ನಷ್ಟು ಉತ್ತಮ ಪ್ರದರ್ಶನ ನಿರೀಕ್ಷಿಸಲಾಗಿದೆ. ಭಾರತದ ಕ್ರಿಕೆಟ್ ಭವಿಷ್ಯ ಉಜ್ವಲವಾಗಿದೆ ಎಂಬುದಕ್ಕೆ ಈ ಆಟಗಾರರೇ ಸಾಕ್ಷಿ.	[1094, 1907, 1302, 1959]
column-divider	[838, 130, 839, 1195]
